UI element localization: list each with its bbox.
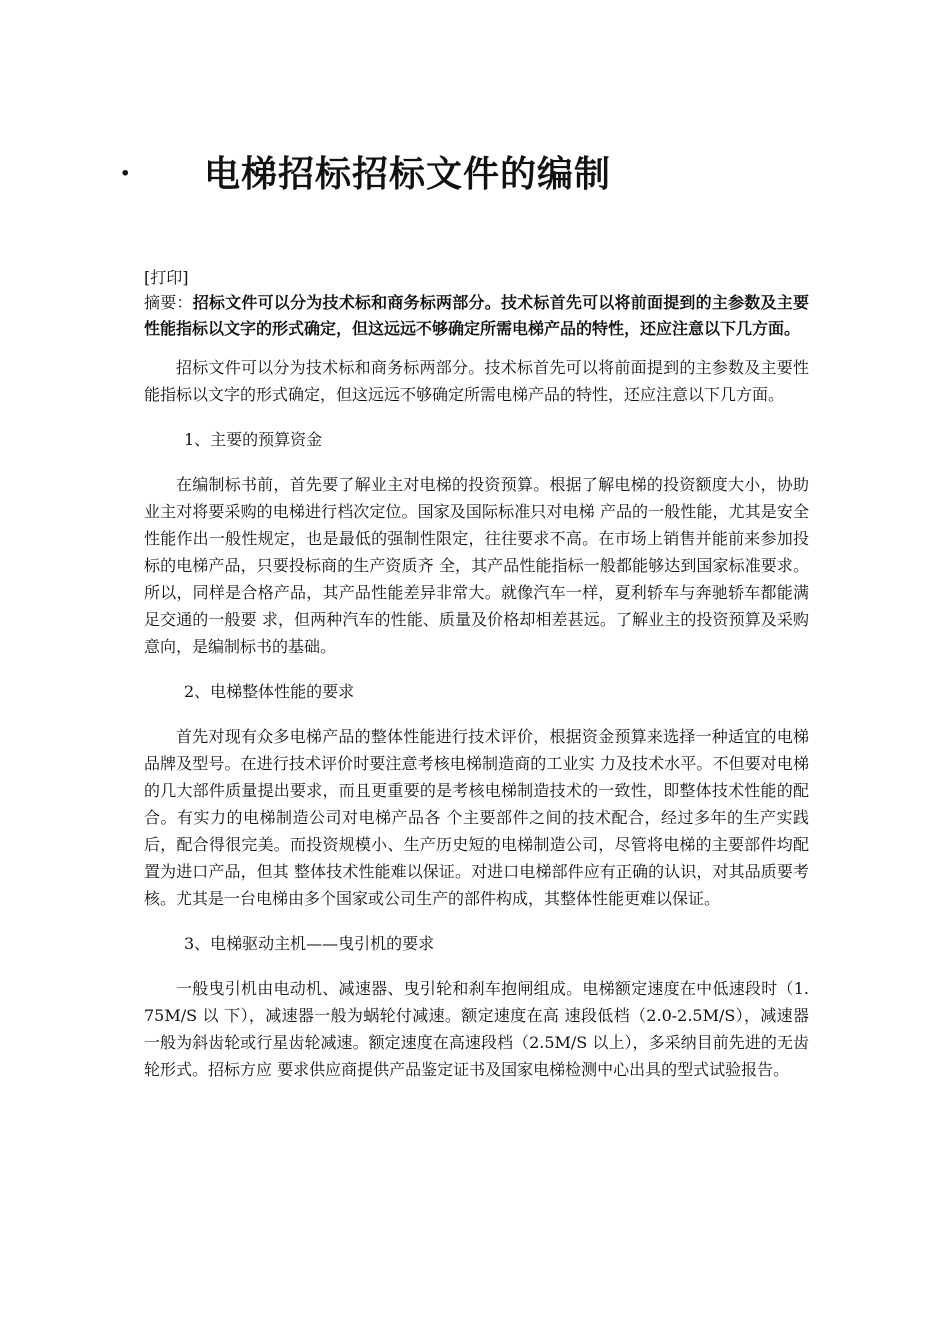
- abstract-text: 招标文件可以分为技术标和商务标两部分。技术标首先可以将前面提到的主参数及主要性能指标以文字的形式确定，但这远远不够确定所需电梯产品的特性，还应注意以下几方面。: [144, 293, 809, 338]
- intro-paragraph: 招标文件可以分为技术标和商务标两部分。技术标首先可以将前面提到的主参数及主要性能指标以文字的形式确定，但这远远不够确定所需电梯产品的特性，还应注意以下几方面。: [144, 358, 809, 404]
- section-heading-1: 1、主要的预算资金: [184, 430, 323, 449]
- section-body-1: 在编制标书前，首先要了解业主对电梯的投资预算。根据了解电梯的投资额度大小，协助业主对将要采购的电梯进行档次定位。国家及国际标准只对电梯 产品的一般性能，尤其是安全性能作出一般性规定，也是最低的强制性限定，往往要求不高。在市场上销售并能前来参加投标的电梯产品，只要投标商的生产资质齐 全，其产品性能指标一般都能够达到国家标准要求。所以，同样是合格产品，其产品性能差异非常大。就像汽车一样，夏利轿车与奔驰轿车都能满足交通的一般要 求，但两种汽车的性能、质量及价格却相差甚远。了解业主的投资预算及采购意向，是编制标书的基础。: [144, 475, 809, 656]
- print-link[interactable]: [打印]: [144, 268, 189, 287]
- section-heading-3: 3、电梯驱动主机——曳引机的要求: [184, 934, 435, 953]
- article-body: [144, 266, 809, 1101]
- section-body-2: 首先对现有众多电梯产品的整体性能进行技术评价，根据资金预算来选择一种适宜的电梯品牌及型号。在进行技术评价时要注意考核电梯制造商的工业实 力及技术水平。不但要对电梯的几大部件质量提出要求，而且更重要的是考核电梯制造技术的一致性，即整体技术性能的配合。有实力的电梯制造公司对电梯产品各 个主要部件之间的技术配合，经过多年的生产实践后，配合得很完美。而投资规模小、生产历史短的电梯制造公司，尽管将电梯的主要部件均配置为进口产品，但其 整体技术性能难以保证。对进口电梯部件应有正确的认识，对其品质要考核。尤其是一台电梯由多个国家或公司生产的部件构成，其整体性能更难以保证。: [144, 727, 809, 908]
- abstract-label: 摘要：: [144, 293, 193, 312]
- abstract: [144, 290, 809, 342]
- title-row: [0, 146, 950, 206]
- section-body-3: 一般曳引机由电动机、减速器、曳引轮和刹车抱闸组成。电梯额定速度在中低速段时（1.75M/S 以 下），减速器一般为蜗轮付减速。额定速度在高 速段低档（2.0-2.5M/S），减速器一般为斜齿轮或行星齿轮减速。额定速度在高速段档（2.5M/S 以上），多采纳目前先进的无齿轮形式。招标方应 要求供应商提供产品鉴定证书及国家电梯检测中心出具的型式试验报告。: [144, 979, 809, 1079]
- section-heading-2: 2、电梯整体性能的要求: [184, 682, 355, 701]
- page-title: 电梯招标招标文件的编制: [204, 153, 612, 195]
- title-bullet: ·: [120, 156, 131, 191]
